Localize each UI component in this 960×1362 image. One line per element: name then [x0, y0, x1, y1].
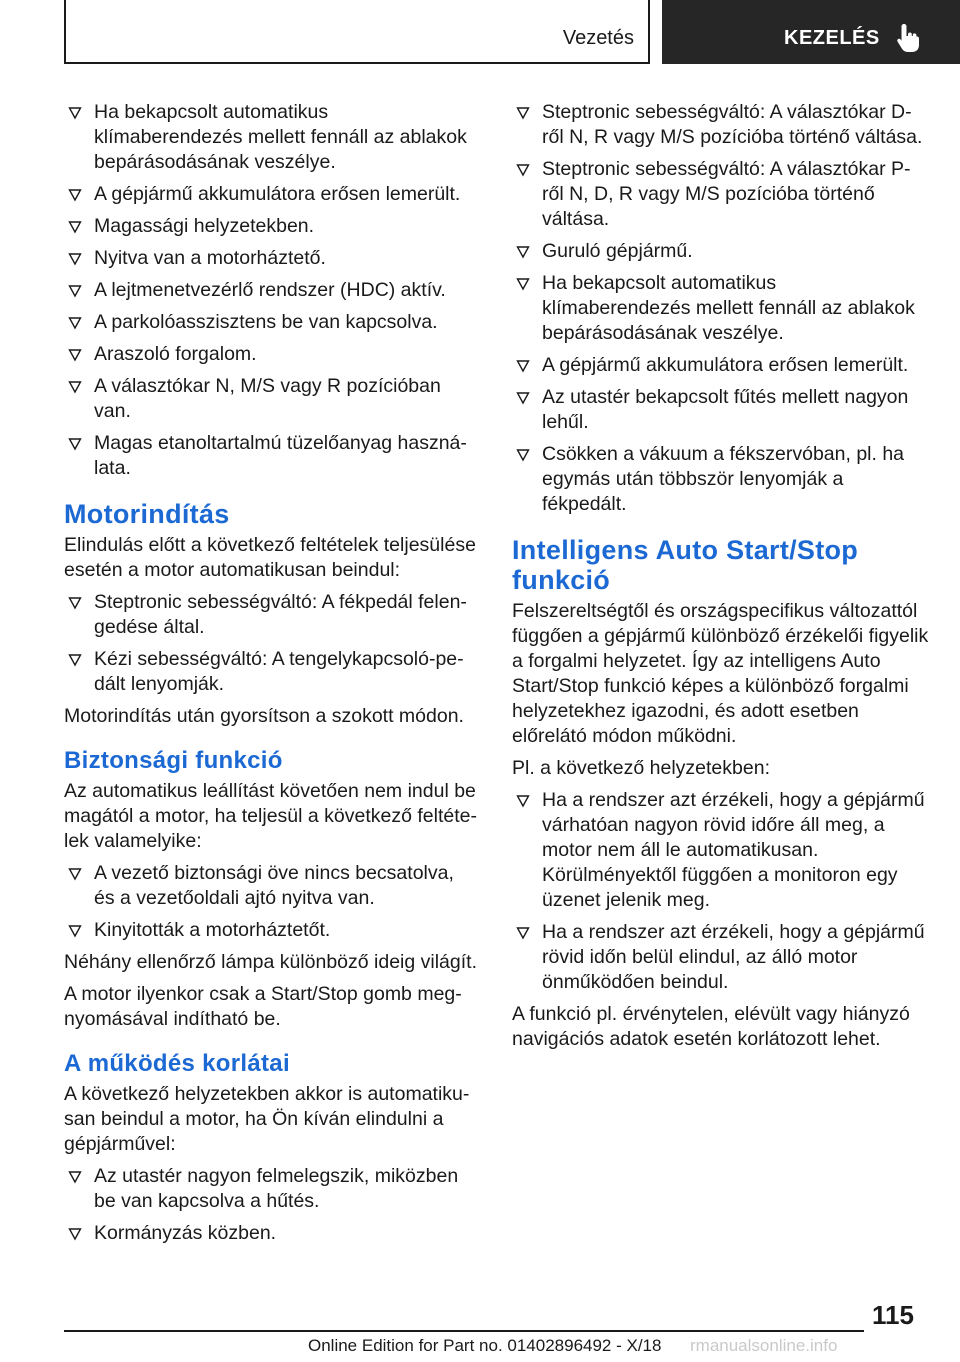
condition-list — [64, 100, 478, 481]
triangle-bullet-icon — [68, 106, 82, 120]
paragraph: A következő helyzetekben akkor is automatikusan beindul a motor, ha Ön kíván elindulni a gépjárművel: — [64, 1083, 470, 1155]
triangle-bullet-icon — [68, 437, 82, 451]
edition-note: Online Edition for Part no. 01402896492 - X/18 — [308, 1336, 662, 1355]
condition-list — [64, 861, 478, 943]
triangle-bullet-icon — [516, 163, 530, 177]
triangle-bullet-icon — [68, 284, 82, 298]
triangle-bullet-icon — [68, 220, 82, 234]
triangle-bullet-icon — [516, 106, 530, 120]
list-item: Az utastér nagyon felmelegszik, miközben be van kapcsolva a hűtés. — [64, 1164, 478, 1214]
paragraph: Felszereltségtől és országspecifikus változattól függően a gépjármű különböző érzékelői figyelik a forgalmi helyzetet. Így az intelligens Auto Start/Stop funkció képes a különböző forgalmi helyzetekhez igazodni, és adott esetben előrelátó módon működni. — [512, 600, 929, 747]
subsection-heading: Biztonsági funkció — [64, 747, 283, 774]
condition-list — [512, 788, 930, 995]
list-item: Ha bekapcsolt automatikus klímaberendezés mellett fennáll az ablakok bepárásodásának veszélye. — [64, 100, 478, 175]
list-item: Steptronic sebességváltó: A választókar P-ről N, D, R vagy M/S pozícióba történő váltása. — [512, 157, 930, 232]
triangle-bullet-icon — [516, 245, 530, 259]
chapter-tab — [662, 0, 960, 64]
paragraph: A funkció pl. érvénytelen, elévült vagy hiányzó navigációs adatok esetén korlátozott lehet. — [512, 1003, 910, 1050]
list-item: Ha a rendszer azt érzékeli, hogy a gépjármű várhatóan nagyon rövid időre áll meg, a motor nem áll le automatikusan. Körülményektől függően a monitoron egy üzenet jelenik meg. — [512, 788, 930, 913]
condition-list — [64, 1164, 478, 1246]
list-item: Araszoló forgalom. — [64, 342, 478, 367]
triangle-bullet-icon — [516, 277, 530, 291]
paragraph: Néhány ellenőrző lámpa különböző ideig világít. — [64, 951, 478, 973]
list-item: Kormányzás közben. — [64, 1221, 478, 1246]
list-item: A gépjármű akkumulátora erősen lemerült. — [64, 182, 478, 207]
list-item: Steptronic sebességváltó: A választókar D-ről N, R vagy M/S pozícióba történő váltása. — [512, 100, 930, 150]
paragraph: Motorindítás után gyorsítson a szokott módon. — [64, 705, 464, 727]
triangle-bullet-icon — [68, 1170, 82, 1184]
triangle-bullet-icon — [68, 1227, 82, 1241]
paragraph: Az automatikus leállítást követően nem indul be magától a motor, ha teljesül a következő feltételek valamelyike: — [64, 780, 477, 852]
condition-list — [512, 100, 930, 517]
triangle-bullet-icon — [68, 596, 82, 610]
triangle-bullet-icon — [68, 867, 82, 881]
list-item: A vezető biztonsági öve nincs becsatolva, és a vezetőoldali ajtó nyitva van. — [64, 861, 478, 911]
list-item: Ha bekapcsolt automatikus klímaberendezés mellett fennáll az ablakok bepárásodásának veszélye. — [512, 271, 930, 346]
triangle-bullet-icon — [516, 359, 530, 373]
triangle-bullet-icon — [68, 653, 82, 667]
list-item: Csökken a vákuum a fékszervóban, pl. ha egymás után többször lenyomják a fékpedált. — [512, 442, 930, 517]
list-item: Az utastér bekapcsolt fűtés mellett nagyon lehűl. — [512, 385, 930, 435]
list-item: A lejtmenetvezérlő rendszer (HDC) aktív. — [64, 278, 478, 303]
triangle-bullet-icon — [68, 316, 82, 330]
paragraph: Pl. a következő helyzetekben: — [512, 757, 770, 779]
triangle-bullet-icon — [68, 380, 82, 394]
triangle-bullet-icon — [68, 348, 82, 362]
watermark: rmanualsonline.info — [690, 1336, 838, 1355]
triangle-bullet-icon — [68, 252, 82, 266]
paragraph: Elindulás előtt a következő feltételek teljesülése esetén a motor automatikusan beindul: — [64, 534, 476, 581]
subsection-heading: A működés korlátai — [64, 1050, 290, 1077]
list-item: A parkolóasszisztens be van kapcsolva. — [64, 310, 478, 335]
triangle-bullet-icon — [516, 794, 530, 808]
section-header-box — [64, 0, 650, 64]
section-heading: Intelligens Auto Start/Stop funkció — [512, 535, 859, 595]
triangle-bullet-icon — [68, 188, 82, 202]
list-item: Kézi sebességváltó: A tengelykapcsoló-pedált lenyomják. — [64, 647, 478, 697]
paragraph: A motor ilyenkor csak a Start/Stop gomb megnyomásával indítható be. — [64, 983, 462, 1030]
section-heading: Motorindítás — [64, 499, 230, 529]
list-item: Magas etanoltartalmú tüzelőanyag használata. — [64, 431, 478, 481]
list-item: Magassági helyzetekben. — [64, 214, 478, 239]
chapter-tab-label: KEZELÉS — [784, 27, 880, 49]
section-title: Vezetés — [562, 27, 634, 49]
pointing-hand-icon — [896, 22, 922, 54]
list-item: Kinyitották a motorháztetőt. — [64, 918, 478, 943]
triangle-bullet-icon — [516, 448, 530, 462]
page-number: 115 — [872, 1300, 914, 1330]
triangle-bullet-icon — [516, 926, 530, 940]
list-item: Guruló gépjármű. — [512, 239, 930, 264]
triangle-bullet-icon — [516, 391, 530, 405]
condition-list — [64, 590, 478, 697]
list-item: A gépjármű akkumulátora erősen lemerült. — [512, 353, 930, 378]
list-item: Ha a rendszer azt érzékeli, hogy a gépjármű rövid időn belül elindul, az álló motor önműködően beindul. — [512, 920, 930, 995]
page-header — [0, 0, 960, 66]
triangle-bullet-icon — [68, 924, 82, 938]
list-item: Nyitva van a motorháztető. — [64, 246, 478, 271]
right-column — [512, 100, 930, 1059]
footer-divider — [64, 1330, 864, 1332]
list-item: Steptronic sebességváltó: A fékpedál felengedése által. — [64, 590, 478, 640]
left-column — [64, 100, 478, 1253]
list-item: A választókar N, M/S vagy R pozícióban van. — [64, 374, 478, 424]
